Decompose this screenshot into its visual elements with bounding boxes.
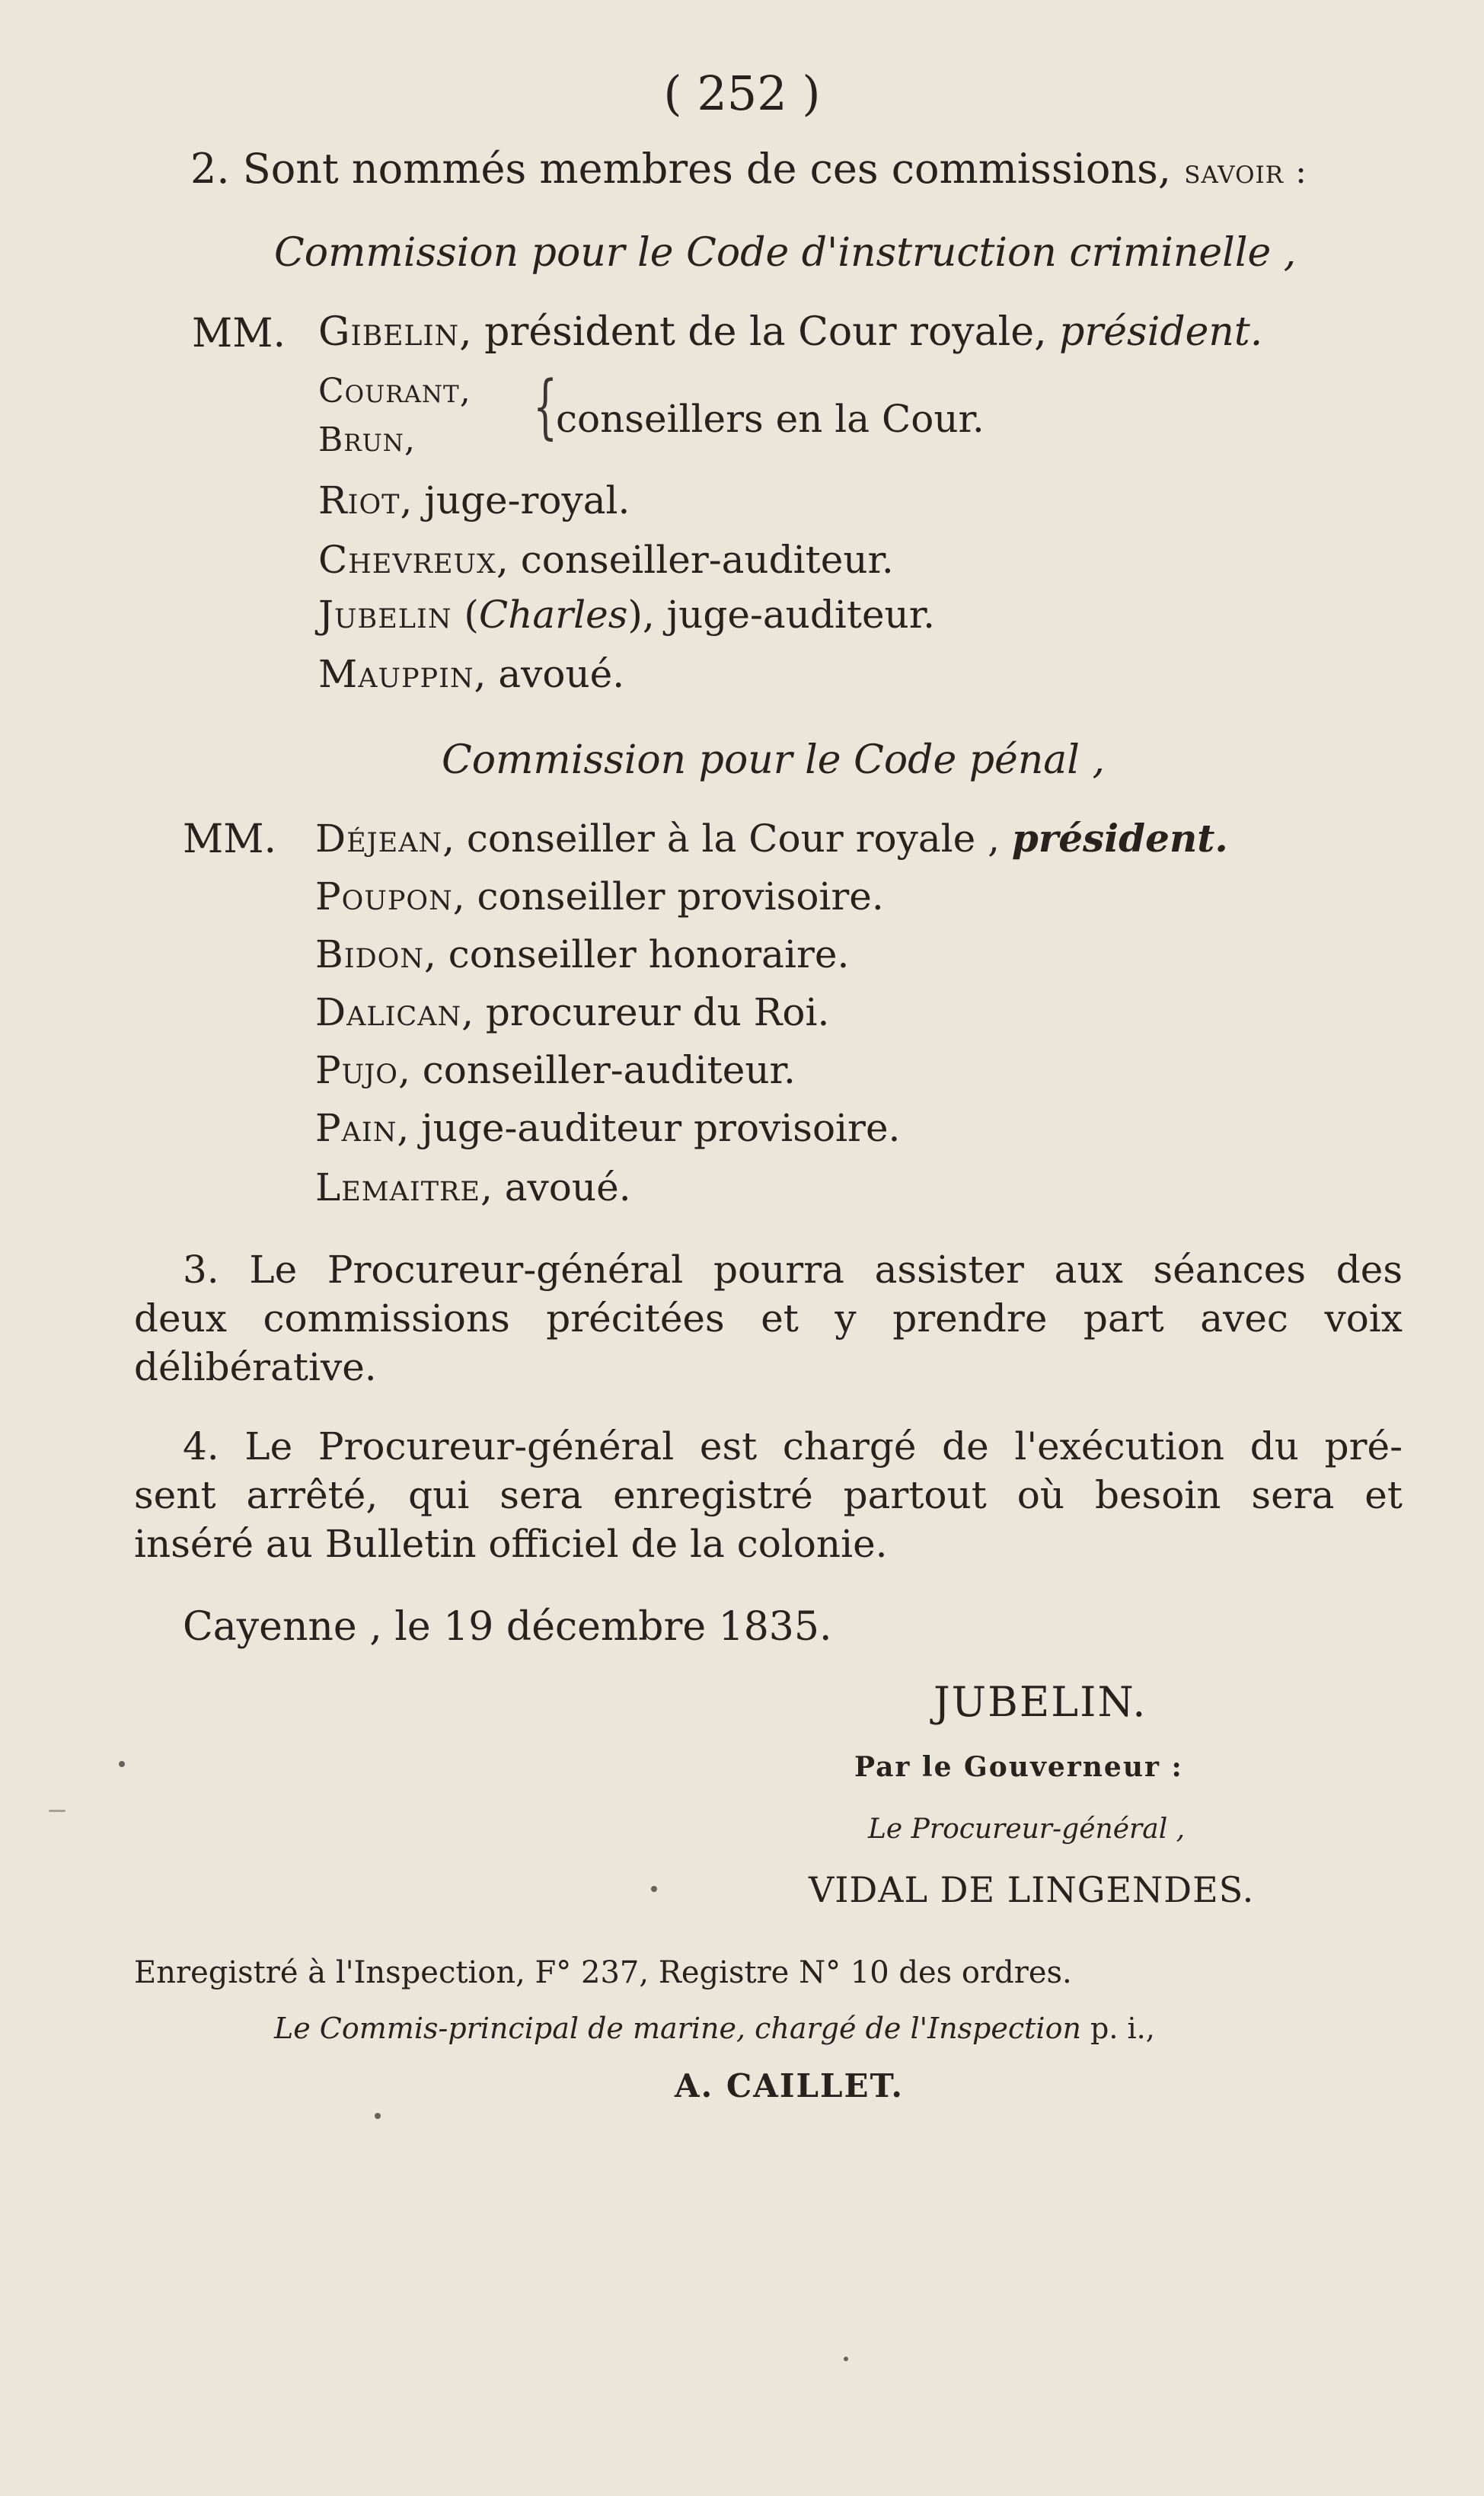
- ink-speck: [49, 1810, 65, 1812]
- member-role: , président de la Cour royale,: [459, 309, 1047, 355]
- date-line: Cayenne , le 19 décembre 1835.: [183, 1604, 832, 1650]
- member-lemaitre: Lemaitre, avoué.: [315, 1165, 631, 1210]
- member-gibelin: [318, 309, 1263, 355]
- member-riot: Riot, juge-royal.: [318, 478, 630, 523]
- brace-icon: {: [533, 366, 558, 447]
- article-3-line-2: deux commissions précitées et y prendre part avec voix: [134, 1296, 1403, 1341]
- article-3-line-3: délibérative.: [134, 1345, 377, 1389]
- ink-speck: [119, 1761, 125, 1767]
- article-2-text: Sont nommés membres de ces commissions,: [242, 145, 1172, 193]
- commission-1-mm: MM.: [192, 311, 286, 356]
- member-pain: Pain, juge-auditeur provisoire.: [315, 1106, 901, 1150]
- commission-1-heading: Commission pour le Code d'instruction criminelle ,: [274, 230, 1297, 276]
- par-le-gouverneur: Par le Gouverneur :: [854, 1751, 1183, 1783]
- member-jubelin: Jubelin (Charles), juge-auditeur.: [318, 593, 936, 637]
- article-3-line-1: 3. Le Procureur-général pourra assister aux séances des: [183, 1248, 1403, 1292]
- member-brun: Brun,: [318, 420, 415, 459]
- ink-speck: [375, 2113, 381, 2119]
- article-2-savoir: savoir :: [1184, 152, 1307, 191]
- caillet-signature: A. CAILLET.: [675, 2067, 905, 2105]
- article-2-number: 2.: [190, 145, 230, 193]
- member-chevreux: Chevreux, conseiller-auditeur.: [318, 538, 894, 582]
- article-4-line-2: sent arrêté, qui sera enregistré partout où besoin sera et: [134, 1473, 1403, 1517]
- member-dejean: Déjean, conseiller à la Cour royale , président.: [315, 816, 1228, 861]
- member-mauppin: Mauppin, avoué.: [318, 652, 625, 696]
- article-4-line-3: inséré au Bulletin officiel de la colonie.: [134, 1522, 888, 1566]
- member-bidon: Bidon, conseiller honoraire.: [315, 932, 850, 976]
- member-name: Gibelin: [318, 309, 460, 355]
- commis-title: Le Commis-principal de marine, chargé de l'Inspection: [274, 2012, 1081, 2045]
- commission-2-mm: MM.: [183, 817, 277, 862]
- procureur-name: VIDAL DE LINGENDES.: [809, 1869, 1255, 1910]
- member-poupon: Poupon, conseiller provisoire.: [315, 874, 884, 919]
- signature-jubelin: JUBELIN.: [933, 1678, 1147, 1726]
- group-role: conseillers en la Cour.: [556, 397, 985, 441]
- page-number: ( 252 ): [663, 66, 821, 121]
- commission-2-heading: Commission pour le Code pénal ,: [442, 737, 1105, 783]
- member-dalican: Dalican, procureur du Roi.: [315, 990, 830, 1034]
- ink-speck: [651, 1886, 657, 1892]
- article-2: [190, 145, 1307, 193]
- member-pujo: Pujo, conseiller-auditeur.: [315, 1048, 796, 1092]
- ink-speck: [844, 2357, 848, 2361]
- registration-line: Enregistré à l'Inspection, F° 237, Registre N° 10 des ordres.: [134, 1955, 1072, 1990]
- member-role-italic: président.: [1059, 309, 1263, 355]
- procureur-title: Le Procureur-général ,: [868, 1814, 1186, 1845]
- member-courant: Courant,: [318, 372, 471, 411]
- article-4-line-1: 4. Le Procureur-général est chargé de l'exécution du pré-: [183, 1424, 1403, 1469]
- commis-pi: p. i.,: [1090, 2012, 1155, 2045]
- commis-line: [274, 2014, 1155, 2043]
